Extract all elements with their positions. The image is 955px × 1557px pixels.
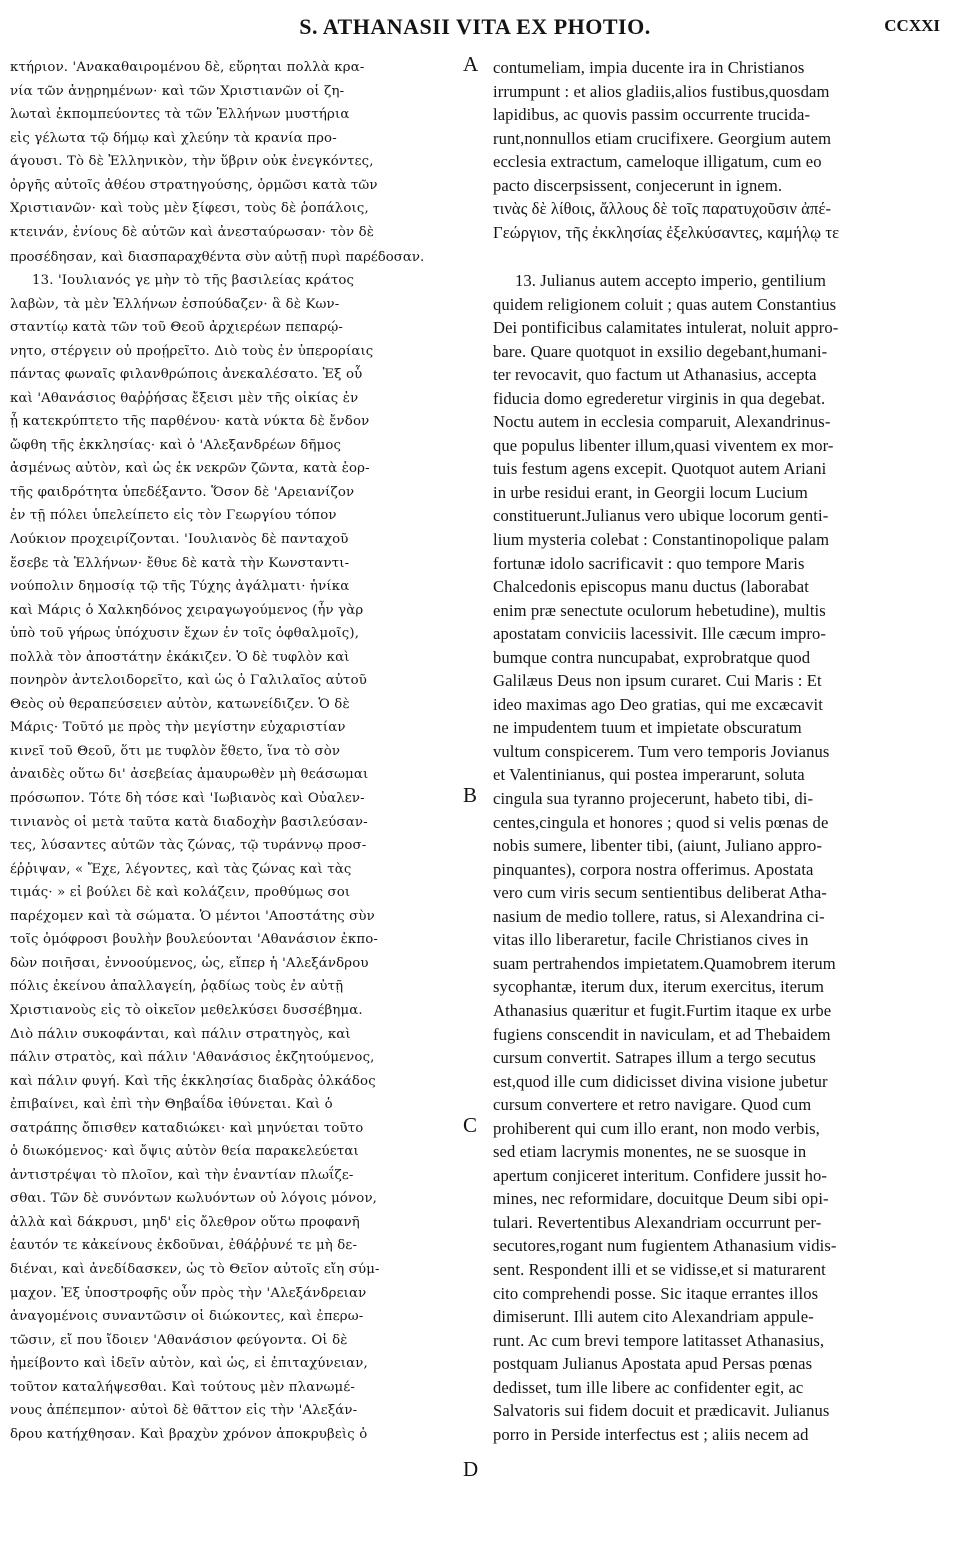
text-line: παρέχομεν καὶ τὰ σώματα. Ὁ μέντοι 'Αποστάτης σὺν: [10, 908, 375, 924]
text-line: τινιανὸς οἱ μετὰ ταῦτα κατὰ διαδοχὴν βασιλεύσαν-: [10, 814, 368, 830]
text-line: mines, nec reformidare, docuitque Deum sibi opi-: [493, 1189, 829, 1209]
text-line: άγουσι. Τὸ δὲ Ἑλληνικὸν, τὴν ὕβριν οὐκ ἐνεγκόντες,: [10, 154, 374, 170]
latin-column-top: [493, 56, 941, 244]
text-line: ἑαυτόν τε κἀκείνους ἐκδοῦναι, ἐθάῤῥυνέ τε μὴ δε-: [10, 1238, 358, 1254]
text-line: prohiberent qui cum illo erant, non modo verbis,: [493, 1118, 820, 1138]
text-line: Θεὸς οὐ θεραπεύσειεν αὐτὸν, κατωνείδιζεν. Ὁ δὲ: [10, 696, 350, 712]
text-line: λαβὼν, τὰ μὲν Ἑλλήνων ἐσπούδαζεν· ἃ δὲ Κων-: [10, 296, 340, 312]
text-line: lapidibus, ac quovis passim occurrente trucida-: [493, 105, 811, 125]
text-line: lium mysteria colebat : Constantinopolique palam: [493, 530, 830, 550]
text-line: sent. Respondent illi et se vidisse,et si maturarent: [493, 1259, 826, 1279]
text-line: ἀσμένως αὐτὸν, καὶ ὡς ἐκ νεκρῶν ζῶντα, κατὰ ἑορ-: [10, 461, 370, 477]
text-line: cursum convertit. Satrapes illum a tergo secutus: [493, 1048, 816, 1068]
text-line: ἐν τῇ πόλει ὑπελείπετο εἰς τὸν Γεωργίου τόπον: [10, 508, 337, 524]
text-line: 13. 'Ιουλιανός γε μὴν τὸ τῆς βασιλείας κράτος: [32, 273, 355, 288]
text-line: postquam Julianus Apostata apud Persas pœnas: [493, 1354, 813, 1374]
text-line: que populus libenter illum,quasi viventem ex mor-: [493, 435, 834, 455]
running-title: S. ATHANASII VITA EX PHOTIO.: [299, 14, 651, 39]
text-line: 13. Julianus autem accepto imperio, gentilium: [515, 271, 826, 290]
text-line: est,quod ille cum didicisset divina visione jubetur: [493, 1071, 828, 1091]
text-line: Galilæus Deus non ipsum curaret. Cui Maris : Et: [493, 671, 822, 691]
text-line: ἠμείβοντο καὶ ἰδεῖν αὐτὸν, καὶ ὡς, εἰ ἐπιταχύνειαν,: [10, 1356, 368, 1372]
text-line: προσέδησαν, καὶ διασπαραχθέντα σὺν αὐτῇ πυρὶ παρέδοσαν.: [10, 249, 425, 265]
text-line: cingula sua tyranno projecerunt, habeto tibi, di-: [493, 789, 814, 809]
text-line: τες, λύσαντες αὐτῶν τὰς ζώνας, τῷ τυράννῳ προσ-: [10, 838, 367, 854]
text-line: σταντίῳ κατὰ τῶν τοῦ Θεοῦ ἀρχιερέων πεπαρῴ-: [10, 320, 344, 336]
text-line: contumeliam, impia ducente ira in Christianos: [493, 58, 805, 77]
text-line: in urbe residui erant, in Georgii locum Lucium: [493, 482, 808, 502]
text-line: ἀναιδὲς οὕτω δι' ἀσεβείας ἀμαυρωθὲν μὴ θεάσωμαι: [10, 767, 369, 783]
text-line: κτήριον. 'Ανακαθαιρομένου δὲ, εὕρηται πολλὰ κρα-: [10, 60, 365, 75]
text-line: δρου κατήχθησαν. Καὶ βραχὺν χρόνον ἀποκρυβεὶς ὁ: [10, 1426, 368, 1442]
text-line: Dei pontificibus calamitates intulerat, noluit appro-: [493, 318, 839, 338]
text-line: ὑπὸ τοῦ γήρως ὑπόχυσιν ἔχων ἐν τοῖς ὀφθαλμοῖς),: [10, 626, 360, 642]
text-line: τιμάς· » εἰ βούλει δὲ καὶ κολάζειν, προθύμως σοι: [10, 885, 351, 901]
text-line: πονηρὸν ἀντελοιδορεῖτο, καὶ ὡς ὁ Γαλιλαῖος αὐτοῦ: [10, 673, 367, 689]
text-line: suam pertrahendos impietatem.Quamobrem iterum: [493, 953, 836, 973]
margin-marker-d: D: [463, 1457, 479, 1481]
full-width-line: [10, 246, 940, 270]
text-line: ter revocavit, quo factum ut Athanasius, accepta: [493, 365, 817, 385]
text-line: πάντας φωναῖς φιλανθρώποις ἀνεκαλέσατο. Ἐξ οὗ: [10, 367, 363, 383]
text-line: Salvatoris sui fidem docuit et prædicavit. Julianus: [493, 1401, 830, 1421]
text-line: Athanasius quæritur et fugit.Furtim itaque ex urbe: [493, 1000, 832, 1020]
text-line: fiducia domo egrederetur virginis in qua degebat.: [493, 388, 826, 408]
text-line: ἐπιβαίνει, καὶ ἐπὶ τὴν Θηβαΐδα ἰθύνεται. Καὶ ὁ: [10, 1097, 333, 1113]
text-line: irrumpunt : et alios gladiis,alios fustibus,quosdam: [493, 81, 830, 101]
text-line: cito comprehendi posse. Sic itaque errantes illos: [493, 1283, 819, 1303]
text-line: κτεινάν, ἐνίους δὲ αὐτῶν καὶ ἀνεσταύρωσαν· τὸν δὲ: [10, 224, 375, 240]
text-line: runt. Ac cum brevi tempore latitasset Athanasius,: [493, 1330, 825, 1350]
text-line: πάλιν στρατὸς, καὶ πάλιν 'Αθανάσιος ἐκζητούμενος,: [10, 1050, 375, 1066]
text-line: ideo maximas ago Deo gratias, qui me excæcavit: [493, 694, 823, 714]
page-header: [10, 12, 940, 42]
text-line: ὤφθη τῆς ἐκκλησίας· καὶ ὁ 'Αλεξανδρέων δῆμος: [10, 437, 342, 453]
text-line: tulari. Revertentibus Alexandriam occurrunt per-: [493, 1212, 822, 1232]
margin-marker-c: C: [463, 1113, 478, 1137]
text-line: apostatam conviciis lacessivit. Ille cæcum impro-: [493, 624, 826, 644]
text-line: έῤῥιψαν, « Ἔχε, λέγοντες, καὶ τὰς ζώνας καὶ τὰς: [10, 861, 352, 877]
text-line: sycophantæ, iterum dux, iterum exercitus, iterum: [493, 977, 825, 997]
text-line: constituerunt.Julianus vero ubique locorum genti-: [493, 506, 829, 526]
text-line: ne impudentem tuum et impietate obscuratum: [493, 718, 802, 738]
text-line: ἀναγομένοις συναντῶσιν οἱ διώκοντες, καὶ ἐπερω-: [10, 1309, 364, 1325]
text-line: tuis festum agens excepit. Quotquot autem Ariani: [493, 459, 827, 479]
text-line: centes,cingula et honores ; quod si velis pœnas de: [493, 812, 829, 832]
text-line: πρόσωπον. Τότε δὴ τόσε καὶ 'Ιωβιανὸς καὶ Οὐαλεν-: [10, 791, 365, 807]
text-line: sed etiam lacrymis monentes, ne se suosque in: [493, 1142, 807, 1162]
text-line: Λούκιον προχειρίζονται. 'Ιουλιανὸς δὲ πανταχοῦ: [10, 532, 349, 548]
text-line: bare. Quare quotquot in exsilio degebant,humani-: [493, 341, 828, 361]
text-line: πόλις ἐκείνου ἀπαλλαγείη, ῥᾳδίως τοὺς ἐν αὐτῇ: [10, 979, 344, 995]
text-line: κινεῖ τοῦ Θεοῦ, ὅτι με τυφλὸν ἔθετο, ἵνα τὸ σὸν: [10, 743, 341, 759]
text-line: ἀντιστρέψαι τὸ πλοῖον, καὶ τὴν ἐναντίαν πλωΐζε-: [10, 1167, 354, 1183]
text-line: ὁ διωκόμενος· καὶ ὄψις αὐτὸν θεία παρακελεύεται: [10, 1144, 359, 1160]
text-line: Chalcedonis episcopus manu ductus (laborabat: [493, 577, 809, 597]
text-line: καὶ 'Αθανάσιος θαῤῥήσας ἔξεισι μὲν τῆς οἰκίας ἐν: [10, 390, 359, 406]
text-line: εἰς γέλωτα τῷ δήμῳ καὶ χλεύην τὰ κρανία προ-: [10, 130, 337, 146]
text-line: νητο, στέργειν οὐ προῄρεῖτο. Διὸ τοὺς ἐν ὑπερορίαις: [10, 343, 374, 359]
text-line: Χριστιανῶν· καὶ τοὺς μὲν ξίφεσι, τοὺς δὲ ῥοπάλοις,: [10, 201, 369, 217]
text-line: dedisset, tum ille libere ac confidenter egit, ac: [493, 1377, 804, 1397]
page-number: CCXXI: [884, 16, 940, 35]
text-line: τοῖς ὁμόφροσι βουλὴν βουλεύονται 'Αθανάσιον ἐκπο-: [10, 932, 379, 948]
text-line: bumque contra nuncupabat, exprobratque quod: [493, 647, 811, 667]
greek-column-top: [10, 56, 478, 244]
text-line: pacto discerpsissent, conjecerunt in ignem.: [493, 175, 783, 195]
text-line: καὶ πάλιν φυγή. Καὶ τῆς ἐκκλησίας διαδρὰς ὁλκάδος: [10, 1073, 376, 1089]
text-line: fugiens conscendit in naviculam, et ad Thebaidem: [493, 1024, 831, 1044]
text-line: porro in Perside interfectus est ; aliis necem ad: [493, 1424, 809, 1444]
text-line: δὼν ποιῆσαι, ἐννοούμενος, ὡς, εἴπερ ἡ 'Αλεξάνδρου: [10, 955, 369, 971]
text-line: enim præ senectute oculorum hebetudine), multis: [493, 600, 826, 620]
text-line: Noctu autem in ecclesia comparuit, Alexandrinus-: [493, 412, 831, 432]
text-line: et Valentinianus, qui postea imperarunt, soluta: [493, 765, 805, 785]
margin-marker-b: B: [463, 783, 478, 807]
text-line: σατράπης ὄπισθεν καταδιώκει· καὶ μηνύεται τοῦτο: [10, 1120, 364, 1136]
text-line: σθαι. Τῶν δὲ συνόντων κωλυόντων οὐ λόγοις μόνον,: [10, 1191, 378, 1207]
text-line: nobis sumere, libenter tibi, (aiunt, Juliano appro-: [493, 836, 823, 856]
text-line: Μάρις· Τοῦτό με πρὸς τὴν μεγίστην εὐχαριστίαν: [10, 720, 346, 736]
text-line: cursum convertere et retro navigare. Quod cum: [493, 1095, 812, 1115]
text-line: τινὰς δὲ λίθοις, ἄλλους δὲ τοῖς παρατυχοῦσιν ἀπέ-: [493, 199, 832, 219]
text-line: nasium de medio tollere, ratus, si Alexandrina ci-: [493, 906, 825, 926]
text-line: τῶσιν, εἴ που ἴδοιεν 'Αθανάσιον φεύγοντα. Οἱ δὲ: [10, 1332, 348, 1348]
text-line: πολλὰ τὸν ἀποστάτην ἐκάκιζεν. Ὁ δὲ τυφλὸν καὶ: [10, 649, 350, 665]
text-line: vultum conspicerem. Tum vero temporis Jovianus: [493, 741, 830, 761]
text-line: fortunæ idolo sacrificavit : quo tempore Maris: [493, 553, 805, 573]
text-line: ὀργῆς αὐτοῖς ἀθέου στρατηγούσης, ὁρμῶσι κατὰ τῶν: [10, 177, 378, 193]
text-line: Γεώργιον, τῆς ἐκκλησίας ἐξελκύσαντες, καμήλῳ τε: [493, 222, 840, 242]
text-line: dimiserunt. Illi autem cito Alexandriam appule-: [493, 1307, 814, 1327]
text-line: ἀλλὰ καὶ δάκρυσι, μηδ' εἰς ὄλεθρον οὕτω προφανῆ: [10, 1214, 360, 1230]
text-line: quidem religionem coluit ; quas autem Constantius: [493, 294, 837, 314]
text-line: λωταὶ ἐκπομπεύοντες τὰ τῶν Ἑλλήνων μυστήρια: [10, 107, 350, 123]
margin-marker-a: A: [463, 52, 479, 76]
greek-column-main: [10, 269, 478, 1446]
text-line: νους ἀπέπεμπον· αὐτοὶ δὲ θᾶττον εἰς τὴν 'Αλεξάν-: [10, 1403, 358, 1419]
text-line: vero cum viris secum sentientibus deliberat Atha-: [493, 883, 827, 903]
text-line: διέναι, καὶ ἀνεδίδασκεν, ὡς τὸ Θεῖον αὐτοῖς εἴη σύμ-: [10, 1261, 380, 1277]
text-line: secutores,rogant num fugientem Athanasium vidis-: [493, 1236, 837, 1256]
latin-column-main: [493, 269, 941, 1446]
text-line: τῆς φαιδρότητα ὑπεδέξαντο. Ὅσον δὲ 'Αρειανίζον: [10, 484, 355, 500]
text-line: Διὸ πάλιν συκοφάνται, καὶ πάλιν στρατηγὸς, καὶ: [10, 1026, 351, 1042]
text-line: ᾗ κατεκρύπτετο τῆς παρθένου· κατὰ νύκτα δὲ ἔνδον: [10, 414, 370, 430]
text-line: vitas illo liberaretur, facile Christianos cives in: [493, 930, 809, 950]
text-line: Χριστιανοὺς εἰς τὸ οἰκεῖον μεθελκύσει δυσσέβημα.: [10, 1002, 363, 1018]
text-line: ἔσεβε τὰ Ἑλλήνων· ἔθυε δὲ κατὰ τὴν Κωνσταντι-: [10, 555, 350, 571]
text-line: ecclesia extractum, cameloque illigatum, cum eo: [493, 152, 822, 172]
text-line: apertum conjiceret interitum. Confidere jussit ho-: [493, 1165, 828, 1185]
text-line: νία τῶν ἀνῃρημένων· καὶ τῶν Χριστιανῶν οἱ ζη-: [10, 83, 345, 99]
text-line: runt,nonnullos etiam crucifixere. Georgium autem: [493, 128, 832, 148]
text-line: καὶ Μάρις ὁ Χαλκηδόνος χειραγωγούμενος (ἦν γὰρ: [10, 602, 364, 618]
text-line: νούπολιν δημοσίᾳ τῷ τῆς Τύχης ἀγάλματι· ἡνίκα: [10, 579, 350, 595]
text-line: pinquantes), corpora nostra offerimus. Apostata: [493, 859, 814, 879]
text-line: μαχον. Ἐξ ὑποστροφῆς οὖν πρὸς τὴν 'Αλεξάνδρειαν: [10, 1285, 367, 1301]
text-line: τοῦτον καταλήψεσθαι. Καὶ τούτους μὲν πλανωμέ-: [10, 1379, 356, 1395]
